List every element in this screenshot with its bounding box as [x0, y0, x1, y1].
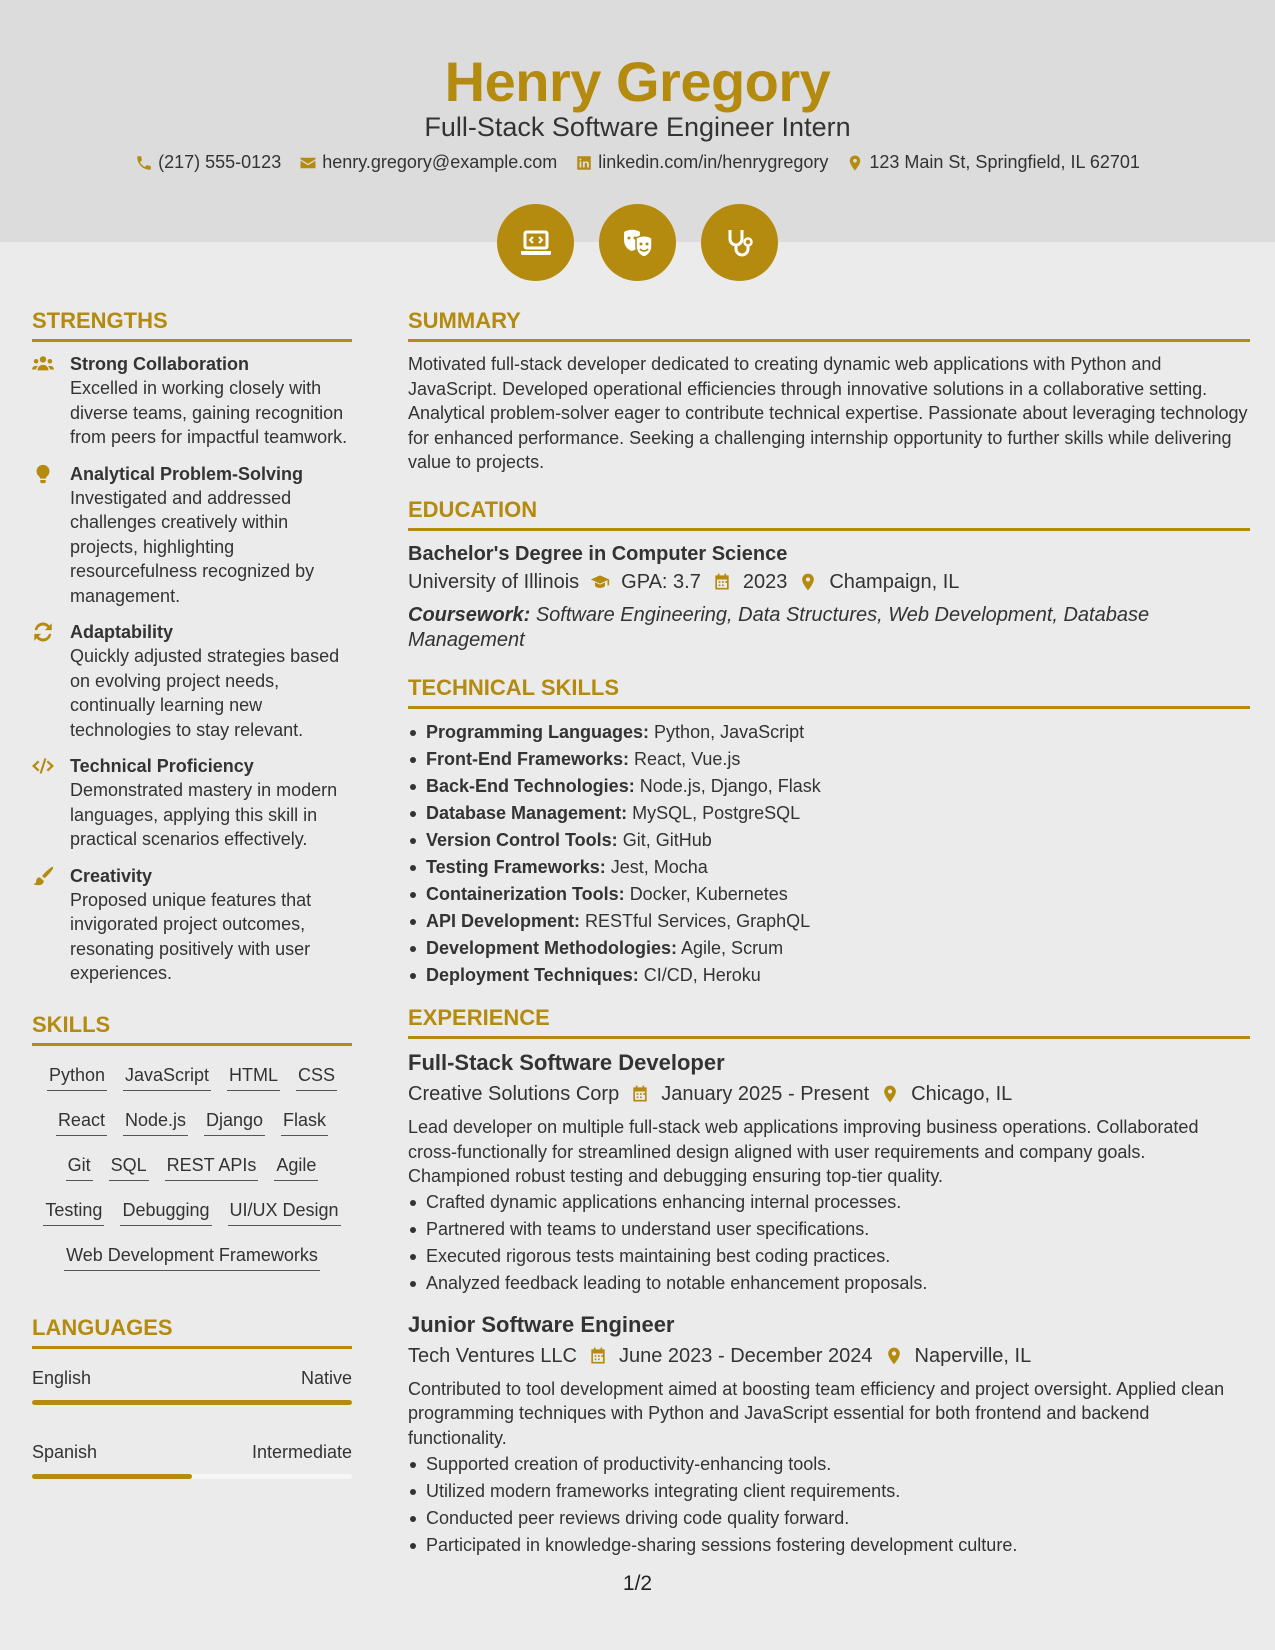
interest-icons — [0, 204, 1275, 281]
language-name: English — [32, 1367, 92, 1388]
technical-skill-item — [408, 881, 1250, 908]
technical-skill-item — [408, 773, 1250, 800]
technical-skill-label: Development Methodologies: — [426, 937, 678, 958]
language-proficiency-fill — [32, 1474, 192, 1479]
strength-item — [32, 462, 352, 609]
strength-desc: Quickly adjusted strategies based on evolving project needs, continually learning new technologies to stay relevant. — [70, 646, 340, 740]
page-indicator: 1/2 — [622, 1572, 653, 1595]
technical-skill-label: Containerization Tools: — [426, 883, 625, 904]
education-degree: Bachelor's Degree in Computer Science — [408, 542, 788, 565]
job-bullet: Participated in knowledge-sharing sessions fostering development culture. — [408, 1532, 1250, 1559]
technical-skill-value: Docker, Kubernetes — [629, 883, 788, 904]
skill-tag: Git — [66, 1154, 93, 1181]
skills-heading: SKILLS — [32, 1012, 352, 1046]
candidate-role: Full-Stack Software Engineer Intern — [424, 112, 851, 142]
job-bullet: Analyzed feedback leading to notable enhancement proposals. — [408, 1270, 1250, 1297]
technical-skill-label: Testing Frameworks: — [426, 856, 606, 877]
phone-text: (217) 555-0123 — [158, 152, 282, 172]
lightbulb-icon — [32, 462, 56, 609]
job-title: Junior Software Engineer — [408, 1311, 675, 1337]
technical-skill-value: Git, GitHub — [622, 829, 712, 850]
job-bullet: Partnered with teams to understand user specifications. — [408, 1216, 1250, 1243]
contact-phone — [135, 152, 281, 173]
technical-skill-value: Agile, Scrum — [681, 937, 784, 958]
technical-skills-list — [408, 719, 1250, 989]
skill-tag: SQL — [109, 1154, 149, 1181]
phone-icon — [135, 154, 153, 172]
job-description: Contributed to tool development aimed at boosting team efficiency and project oversight. Applied clean programming techniques with Python and JavaScript essential for both frontend and backend functionality. — [408, 1378, 1225, 1448]
education-gpa: GPA: 3.7 — [621, 570, 701, 593]
job-meta — [408, 1079, 1250, 1109]
technical-skill-value: CI/CD, Heroku — [643, 964, 761, 985]
technical-skill-label: Version Control Tools: — [426, 829, 618, 850]
technical-skill-label: Database Management: — [426, 802, 628, 823]
job-entry — [408, 1049, 1250, 1297]
technical-skills-heading: TECHNICAL SKILLS — [408, 675, 1250, 709]
experience-list — [408, 1049, 1250, 1559]
job-description: Lead developer on multiple full-stack web applications improving business operations. Collaborated cross-functionally for streamlined design aligned with user requirements and company goals. Championed robust testing and debugging ensuring top-tier quality. — [408, 1116, 1199, 1187]
paint-brush-icon — [32, 864, 56, 986]
strength-item — [32, 864, 352, 986]
linkedin-text[interactable]: linkedin.com/in/henrygregory — [598, 152, 829, 172]
languages-list — [32, 1367, 352, 1479]
strength-item — [32, 754, 352, 852]
strength-title: Technical Proficiency — [70, 756, 254, 776]
technical-skill-item — [408, 935, 1250, 962]
skill-tag: Web Development Frameworks — [64, 1244, 320, 1271]
skill-tag: Testing — [43, 1199, 104, 1226]
language-proficiency-bar — [32, 1400, 352, 1405]
graduation-cap-icon — [589, 572, 611, 592]
skill-tag: Flask — [281, 1109, 328, 1136]
technical-skill-value: Python, JavaScript — [654, 721, 805, 742]
job-meta — [408, 1341, 1250, 1371]
education-meta — [408, 567, 1250, 597]
skill-tag: UI/UX Design — [228, 1199, 341, 1226]
resume-header — [0, 0, 1275, 242]
map-marker-icon — [879, 1084, 901, 1104]
job-company: Tech Ventures LLC — [408, 1344, 577, 1367]
job-entry — [408, 1311, 1250, 1559]
technical-skill-value: RESTful Services, GraphQL — [585, 910, 811, 931]
technical-skill-item — [408, 746, 1250, 773]
job-dates: January 2025 - Present — [661, 1082, 870, 1105]
technical-skill-value: Jest, Mocha — [610, 856, 708, 877]
summary-heading: SUMMARY — [408, 308, 1250, 342]
job-title: Full-Stack Software Developer — [408, 1049, 725, 1075]
linkedin-icon — [575, 154, 593, 172]
coursework-text: Software Engineering, Data Structures, Web Development, Database Management — [408, 603, 1150, 651]
coursework-label: Coursework: — [408, 603, 531, 626]
map-marker-icon — [883, 1346, 905, 1366]
contact-row — [0, 152, 1275, 173]
skill-tag: HTML — [227, 1064, 280, 1091]
envelope-icon — [299, 154, 317, 172]
strength-title: Adaptability — [70, 622, 174, 642]
language-item — [32, 1441, 352, 1479]
language-proficiency-fill — [32, 1400, 352, 1405]
technical-skill-item — [408, 908, 1250, 935]
language-level: Native — [300, 1367, 352, 1388]
map-marker-icon — [797, 572, 819, 592]
job-bullet: Conducted peer reviews driving code quality forward. — [408, 1505, 1250, 1532]
address-text: 123 Main St, Springfield, IL 62701 — [869, 152, 1140, 172]
theater-masks-icon — [599, 204, 676, 281]
strength-desc: Demonstrated mastery in modern languages, applying this skill in practical scenarios effectively. — [70, 780, 338, 849]
calendar-icon — [587, 1346, 609, 1366]
languages-heading: LANGUAGES — [32, 1315, 352, 1349]
technical-skill-item — [408, 854, 1250, 881]
technical-skill-value: React, Vue.js — [634, 748, 741, 769]
skill-tag: React — [56, 1109, 107, 1136]
education-heading: EDUCATION — [408, 497, 1250, 531]
laptop-code-icon — [497, 204, 574, 281]
education-coursework — [408, 603, 1250, 653]
technical-skill-label: Programming Languages: — [426, 721, 650, 742]
skill-tag: CSS — [296, 1064, 337, 1091]
technical-skill-label: Front-End Frameworks: — [426, 748, 630, 769]
job-company: Creative Solutions Corp — [408, 1082, 620, 1105]
education-school: University of Illinois — [408, 570, 580, 593]
summary-text: Motivated full-stack developer dedicated to creating dynamic web applications with Python and JavaScript. Developed operational efficiencies through innovative solutions in a collaborative setting. Analytical problem-solver eager to contribute technical expertise. Passionate about leveraging technology for enhanced performance. Seeking a challenging internship opportunity to further skills while delivering value to projects. — [408, 354, 1248, 473]
skill-tag: Debugging — [120, 1199, 211, 1226]
job-location: Naperville, IL — [914, 1344, 1032, 1367]
language-proficiency-bar — [32, 1474, 352, 1479]
strength-desc: Proposed unique features that invigorated project outcomes, resonating positively with user experiences. — [70, 889, 312, 983]
calendar-icon — [711, 572, 733, 592]
skill-tag: Agile — [274, 1154, 318, 1181]
technical-skill-item — [408, 962, 1250, 989]
education-year: 2023 — [742, 570, 788, 593]
education-location: Champaign, IL — [829, 570, 960, 593]
strength-desc: Investigated and addressed challenges creatively within projects, highlighting resourcefulness recognized by management. — [70, 487, 315, 606]
strength-item — [32, 352, 352, 450]
strengths-list — [32, 352, 352, 986]
technical-skill-item — [408, 800, 1250, 827]
skills-list — [32, 1056, 352, 1271]
experience-heading: EXPERIENCE — [408, 1005, 1250, 1039]
calendar-icon — [629, 1084, 651, 1104]
language-item — [32, 1367, 352, 1405]
technical-skill-item — [408, 827, 1250, 854]
strength-title: Analytical Problem-Solving — [70, 463, 304, 484]
code-icon — [32, 754, 56, 852]
strengths-heading: STRENGTHS — [32, 308, 352, 342]
strength-title: Creativity — [70, 865, 153, 886]
sync-icon — [32, 620, 56, 742]
technical-skill-label: API Development: — [426, 910, 581, 931]
job-bullet: Utilized modern frameworks integrating client requirements. — [408, 1478, 1250, 1505]
strength-desc: Excelled in working closely with diverse teams, gaining recognition from peers for impactful teamwork. — [70, 378, 348, 447]
job-bullet: Supported creation of productivity-enhancing tools. — [408, 1451, 1250, 1478]
technical-skill-value: MySQL, PostgreSQL — [632, 802, 801, 823]
strength-item — [32, 620, 352, 742]
left-column — [32, 308, 352, 1515]
contact-email[interactable] — [299, 152, 557, 173]
technical-skill-item — [408, 719, 1250, 746]
technical-skill-value: Node.js, Django, Flask — [639, 775, 821, 796]
technical-skill-label: Back-End Technologies: — [426, 775, 635, 796]
language-name: Spanish — [32, 1441, 98, 1462]
email-text[interactable]: henry.gregory@example.com — [322, 152, 558, 172]
technical-skill-label: Deployment Techniques: — [426, 964, 639, 985]
contact-address — [846, 152, 1140, 173]
job-bullets — [408, 1451, 1250, 1559]
candidate-name: Henry Gregory — [444, 50, 831, 113]
users-icon — [32, 352, 56, 450]
skill-tag: Node.js — [123, 1109, 188, 1136]
job-bullet: Crafted dynamic applications enhancing internal processes. — [408, 1189, 1250, 1216]
skill-tag: REST APIs — [165, 1154, 259, 1181]
skill-tag: JavaScript — [123, 1064, 211, 1091]
contact-linkedin[interactable] — [575, 152, 828, 173]
language-level: Intermediate — [251, 1441, 352, 1462]
skill-tag: Python — [47, 1064, 107, 1091]
right-column — [408, 308, 1250, 1573]
job-location: Chicago, IL — [911, 1082, 1013, 1105]
stethoscope-icon — [701, 204, 778, 281]
strength-title: Strong Collaboration — [70, 354, 249, 374]
skill-tag: Django — [204, 1109, 265, 1136]
job-bullet: Executed rigorous tests maintaining best coding practices. — [408, 1243, 1250, 1270]
map-marker-icon — [846, 154, 864, 172]
job-bullets — [408, 1189, 1250, 1297]
job-dates: June 2023 - December 2024 — [619, 1344, 873, 1367]
